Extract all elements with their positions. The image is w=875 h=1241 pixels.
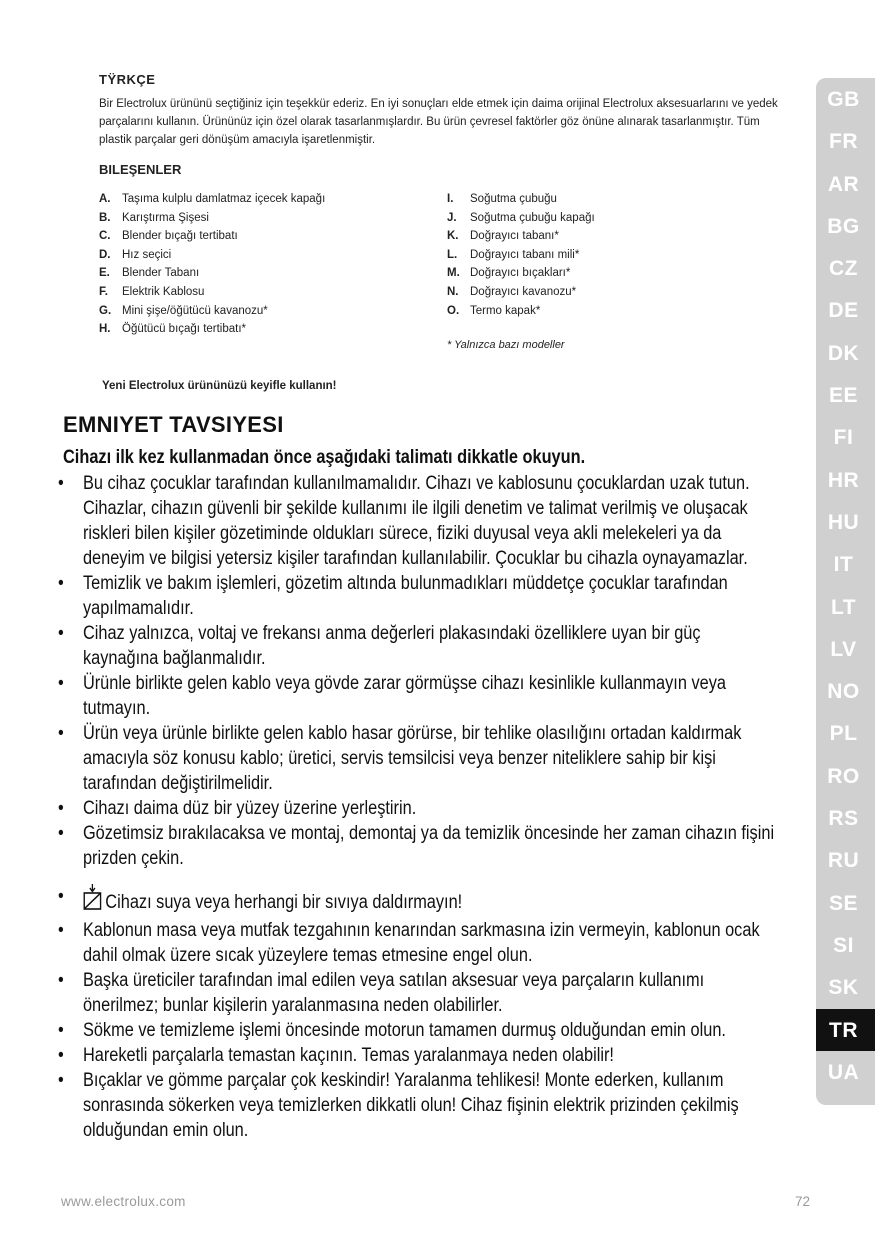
component-item: E. Blender Tabanı xyxy=(99,267,200,280)
footer-url: www.electrolux.com xyxy=(61,1194,186,1209)
components-footnote: * Yalnızca bazı modeller xyxy=(447,339,565,351)
language-tab-ua[interactable]: UA xyxy=(827,1060,860,1084)
components-list-left xyxy=(99,190,429,339)
safety-item: • Cihaz yalnızca, voltaj ve frekansı anma değerleri plakasındaki özelliklere uyan bir güç kaynağına bağlanmalıdır. xyxy=(58,621,780,671)
language-tab-gb[interactable]: GB xyxy=(827,88,860,111)
intro-paragraph: Bir Electrolux ürününü seçtiğiniz için teşekkür ederiz. En iyi sonuçları elde etmek için daima orijinal Electrolux aksesuarlarını ve yedek parçalarını kullanın. Ürününüz için özel olarak tasarlanmışlardır. Bu ürün çevresel faktörler göz önüne alınarak tasarlanmıştır. Tüm plastik parçalar geri dönüşüm amacıyla işaretlenmiştir. xyxy=(99,98,778,146)
component-item: J. Soğutma çubuğu kapağı xyxy=(447,211,595,224)
language-tab-si[interactable]: SI xyxy=(833,933,854,957)
safety-subtitle: Cihazı ilk kez kullanmadan önce aşağıdaki talimatı dikkatle okuyun. xyxy=(63,447,586,468)
language-tab-tr[interactable]: TR xyxy=(816,1009,875,1051)
language-tab-ee[interactable]: EE xyxy=(828,384,858,408)
component-item: D. Hız seçici xyxy=(99,248,172,261)
language-tab-pl[interactable]: PL xyxy=(829,722,858,746)
language-list xyxy=(816,78,875,1093)
language-tab-it[interactable]: IT xyxy=(833,553,854,577)
safety-item: • Bıçaklar ve gömme parçalar çok keskindir! Yaralanma tehlikesi! Monte ederken, kullanım sonrasında sökerken veya temizlerken dikkatli olun! Cihaz fişinin elektrik prizinden çekilmiş olduğundan emin olun. xyxy=(58,1068,780,1143)
language-tab-no[interactable]: NO xyxy=(827,680,860,704)
language-tab-ar[interactable]: AR xyxy=(827,172,860,196)
component-item: I. Soğutma çubuğu xyxy=(447,193,557,205)
safety-item: • Kablonun masa veya mutfak tezgahının kenarından sarkmasına izin vermeyin, kablonun ocak dahil olmak üzere sıcak yüzeylere temas etmesine engel olun. xyxy=(58,918,780,968)
enjoy-message: Yeni Electrolux ürününüzü keyifle kullanın! xyxy=(102,380,337,392)
language-tab-rs[interactable]: RS xyxy=(828,807,859,831)
language-tab-ro[interactable]: RO xyxy=(827,764,860,788)
safety-list xyxy=(58,471,780,1143)
language-tab-hr[interactable]: HR xyxy=(827,468,860,492)
language-tab-dk[interactable]: DK xyxy=(827,341,860,365)
component-item: O. Termo kapak* xyxy=(447,304,541,317)
page-number: 72 xyxy=(795,1194,811,1209)
safety-item: • Başka üreticiler tarafından imal edilen veya satılan aksesuar veya parçaların kullanımı önerilmez; bunlar kişilerin yaralanmasına neden olabilirler. xyxy=(58,968,780,1018)
component-item: L. Doğrayıcı tabanı mili* xyxy=(447,248,580,261)
language-tab-fr[interactable]: FR xyxy=(829,130,858,154)
component-item: B. Karıştırma Şişesi xyxy=(99,211,209,224)
safety-item: • Ürünle birlikte gelen kablo veya gövde zarar görmüşse cihazı kesinlikle kullanmayın veya tutmayın. xyxy=(58,671,780,721)
safety-item: • Bu cihaz çocuklar tarafından kullanılmamalıdır. Cihazı ve kablosunu çocuklardan uzak tutun. Cihazlar, cihazın güvenli bir şekilde kullanımı ile ilgili denetim ve talimat verilmiş ve oluşacak riskleri bilen kişiler gözetiminde oldukları sürece, fiziki duyusal veya akli melekeleri ya da deneyim ve bilgisi yetersiz kişiler tarafından kullanılabilir. Çocuklar bu cihazla oynayamazlar. xyxy=(58,471,780,571)
safety-item: • Gözetimsiz bırakılacaksa ve montaj, demontaj ya da temizlik öncesinde her zaman cihazın fişini prizden çekin. xyxy=(58,821,780,871)
safety-title: EMNIYET TAVSIYESI xyxy=(63,412,284,437)
language-tab-bg[interactable]: BG xyxy=(827,214,860,238)
safety-item-text: Cihazı suya veya herhangi bir sıvıya daldırmayın! xyxy=(105,892,463,913)
component-item: A. Taşıma kulplu damlatmaz içecek kapağı xyxy=(99,193,326,205)
component-item: C. Blender bıçağı tertibatı xyxy=(99,230,238,243)
language-tab-ru[interactable]: RU xyxy=(827,849,860,873)
component-item: N. Doğrayıcı kavanozu* xyxy=(447,285,577,298)
safety-item: • Temizlik ve bakım işlemleri, gözetim altında bulunmadıkları müddetçe çocuklar tarafından yapılmamalıdır. xyxy=(58,571,780,621)
language-tab-bar xyxy=(816,78,875,1105)
no-water-immersion-icon xyxy=(83,884,103,918)
safety-item xyxy=(58,884,780,918)
language-tab-hu[interactable]: HU xyxy=(827,510,860,534)
language-tab-se[interactable]: SE xyxy=(828,891,858,915)
safety-item: • Hareketli parçalarla temastan kaçının. Temas yaralanmaya neden olabilir! xyxy=(58,1043,780,1068)
safety-item: • Ürün veya ürünle birlikte gelen kablo hasar görürse, bir tehlike olasılığını ortadan kaldırmak amacıyla söz konusu kablo; üretici, servis temsilcisi veya benzer niteliklere sahip bir kişi tarafından değiştirilmelidir. xyxy=(58,721,780,796)
component-item: G. Mini şişe/öğütücü kavanozu* xyxy=(99,304,268,317)
language-tab-cz[interactable]: CZ xyxy=(829,257,858,281)
component-item: M. Doğrayıcı bıçakları* xyxy=(447,267,571,280)
language-tab-lt[interactable]: LT xyxy=(830,595,857,619)
component-item: F. Elektrik Kablosu xyxy=(99,285,205,298)
language-tab-fi[interactable]: FI xyxy=(833,426,854,450)
language-tab-sk[interactable]: SK xyxy=(828,976,859,1000)
section-title: TŸRKÇE xyxy=(99,72,156,87)
component-item: K. Doğrayıcı tabanı* xyxy=(447,230,559,243)
safety-item: • Cihazı daima düz bir yüzey üzerine yerleştirin. xyxy=(58,796,780,821)
language-tab-lv[interactable]: LV xyxy=(830,637,857,661)
components-title: BILEŞENLER xyxy=(99,162,182,177)
safety-item: • Sökme ve temizleme işlemi öncesinde motorun tamamen durmuş olduğundan emin olun. xyxy=(58,1018,780,1043)
language-tab-de[interactable]: DE xyxy=(828,299,859,323)
components-list-right xyxy=(447,190,777,320)
component-item: H. Öğütücü bıçağı tertibatı* xyxy=(99,323,247,336)
